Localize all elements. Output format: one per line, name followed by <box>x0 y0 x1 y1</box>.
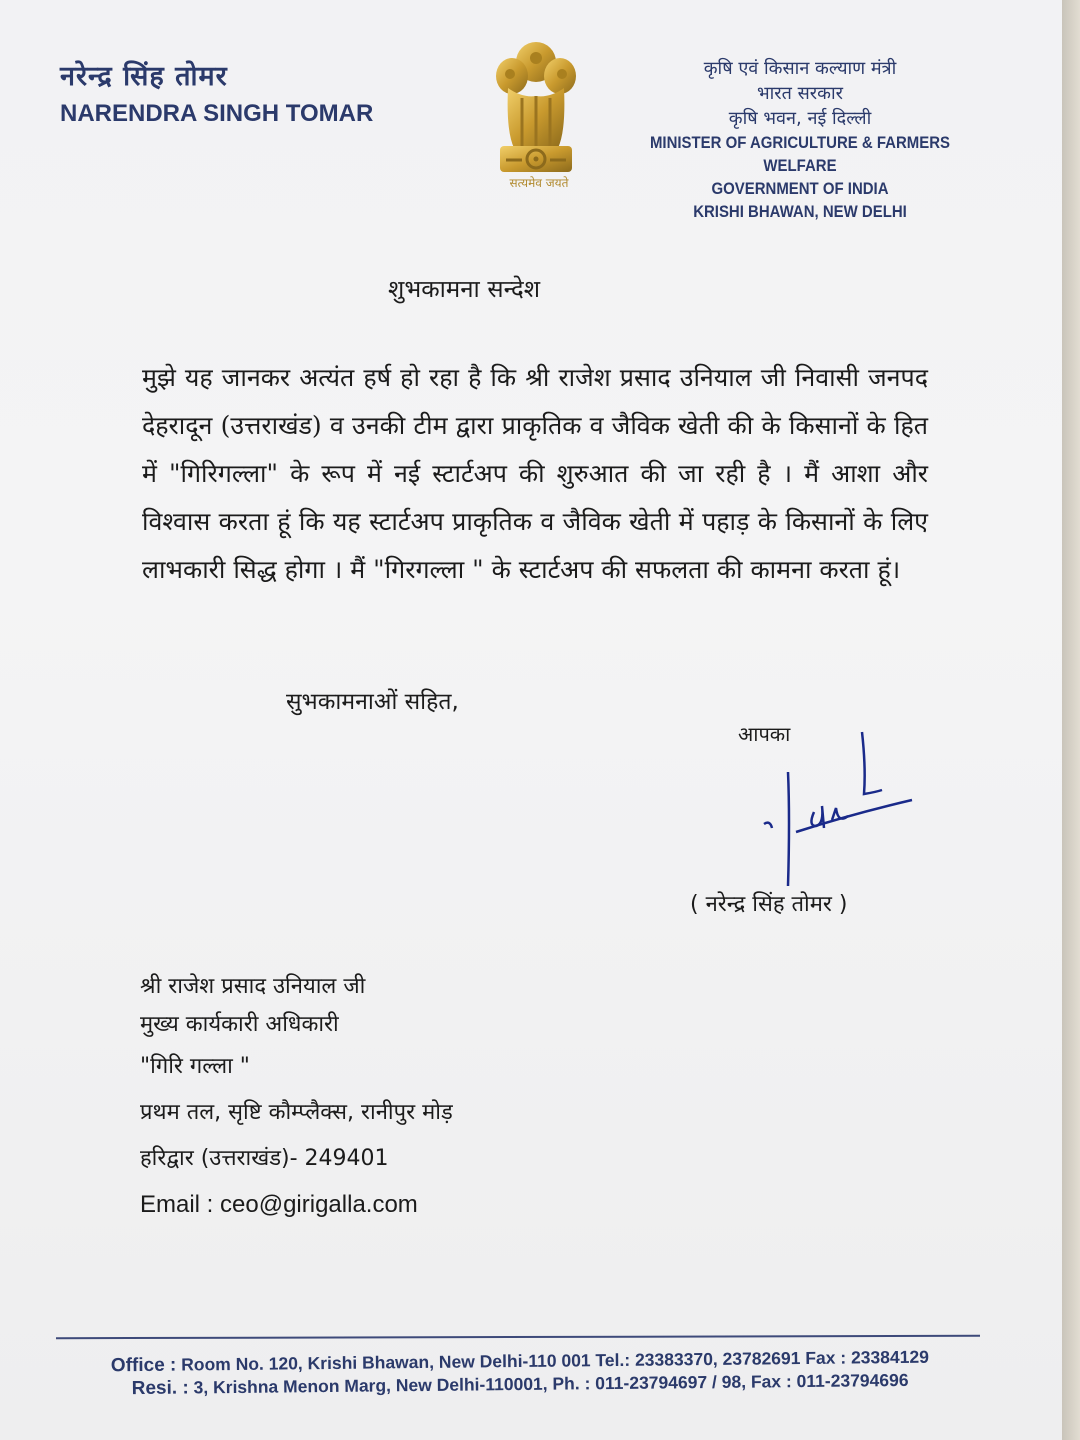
footer-office-label: Office : <box>110 1354 177 1377</box>
sender-name-hindi: नरेन्द्र सिंह तोमर <box>60 61 228 92</box>
letter-closing: सुभकामनाओं सहित, <box>286 689 459 715</box>
sender-name-english: NARENDRA SINGH TOMAR <box>60 100 374 127</box>
signature-icon <box>752 728 922 888</box>
recipient-address-line: प्रथम तल, सृष्टि कौम्प्लैक्स, रानीपुर मोड़ <box>140 1100 453 1125</box>
emblem-motto: सत्यमेव जयते <box>509 176 569 190</box>
recipient-address-line: हरिद्वार (उत्तराखंड)- 249401 <box>140 1146 389 1171</box>
letterhead-footer <box>60 1345 980 1401</box>
designation-english-line: KRISHI BHAWAN, NEW DELHI <box>693 202 907 221</box>
recipient-email: Email : ceo@girigalla.com <box>140 1191 418 1218</box>
footer-resi-label: Resi. : <box>131 1377 189 1400</box>
background-edge <box>1062 0 1080 1440</box>
signatory-name: ( नरेन्द्र सिंह तोमर ) <box>690 892 848 917</box>
designation-hindi-line: कृषि एवं किसान कल्याण मंत्री <box>703 58 897 79</box>
recipient-designation: मुख्य कार्यकारी अधिकारी <box>140 1012 339 1037</box>
designation-english-line: MINISTER OF AGRICULTURE & FARMERS WELFARE <box>649 133 951 175</box>
recipient-name: श्री राजेश प्रसाद उनियाल जी <box>140 974 366 999</box>
designation-english-line: GOVERNMENT OF INDIA <box>711 179 889 198</box>
footer-divider <box>56 1335 980 1339</box>
letter-yours: आपका <box>738 722 791 746</box>
footer-resi-text: 3, Krishna Menon Marg, New Delhi-110001, Ph. : 011-23794697 / 98, Fax : 011-23794696 <box>193 1369 909 1398</box>
letter-title: शुभकामना सन्देश <box>388 275 541 303</box>
letter-body: मुझे यह जानकर अत्यंत हर्ष हो रहा है कि श्री राजेश प्रसाद उनियाल जी निवासी जनपद देहरादून (उत्तराखंड) व उनकी टीम द्वारा प्राकृतिक व जैविक खेती की के किसानों के हित में "गिरिगल्ला" के रूप में नई स्टार्टअप की शुरुआत की जा रही है । मैं आशा और विश्वास करता हूं कि यह स्टार्टअप प्राकृतिक व जैविक खेती में पहाड़ के किसानों के लिए लाभकारी सिद्ध होगा । मैं "गिरगल्ला " के स्टार्टअप की सफलता की कामना करता हूं। <box>142 363 928 584</box>
recipient-company: "गिरि गल्ला " <box>140 1054 250 1079</box>
designation-hindi-line: कृषि भवन, नई दिल्ली <box>728 108 872 129</box>
designation-hindi-line: भारत सरकार <box>756 83 844 104</box>
designation-block <box>600 56 1000 223</box>
recipient-address <box>140 968 453 1228</box>
footer-office-text: Room No. 120, Krishi Bhawan, New Delhi-110 001 Tel.: 23383370, 23782691 Fax : 23384129 <box>181 1346 929 1375</box>
